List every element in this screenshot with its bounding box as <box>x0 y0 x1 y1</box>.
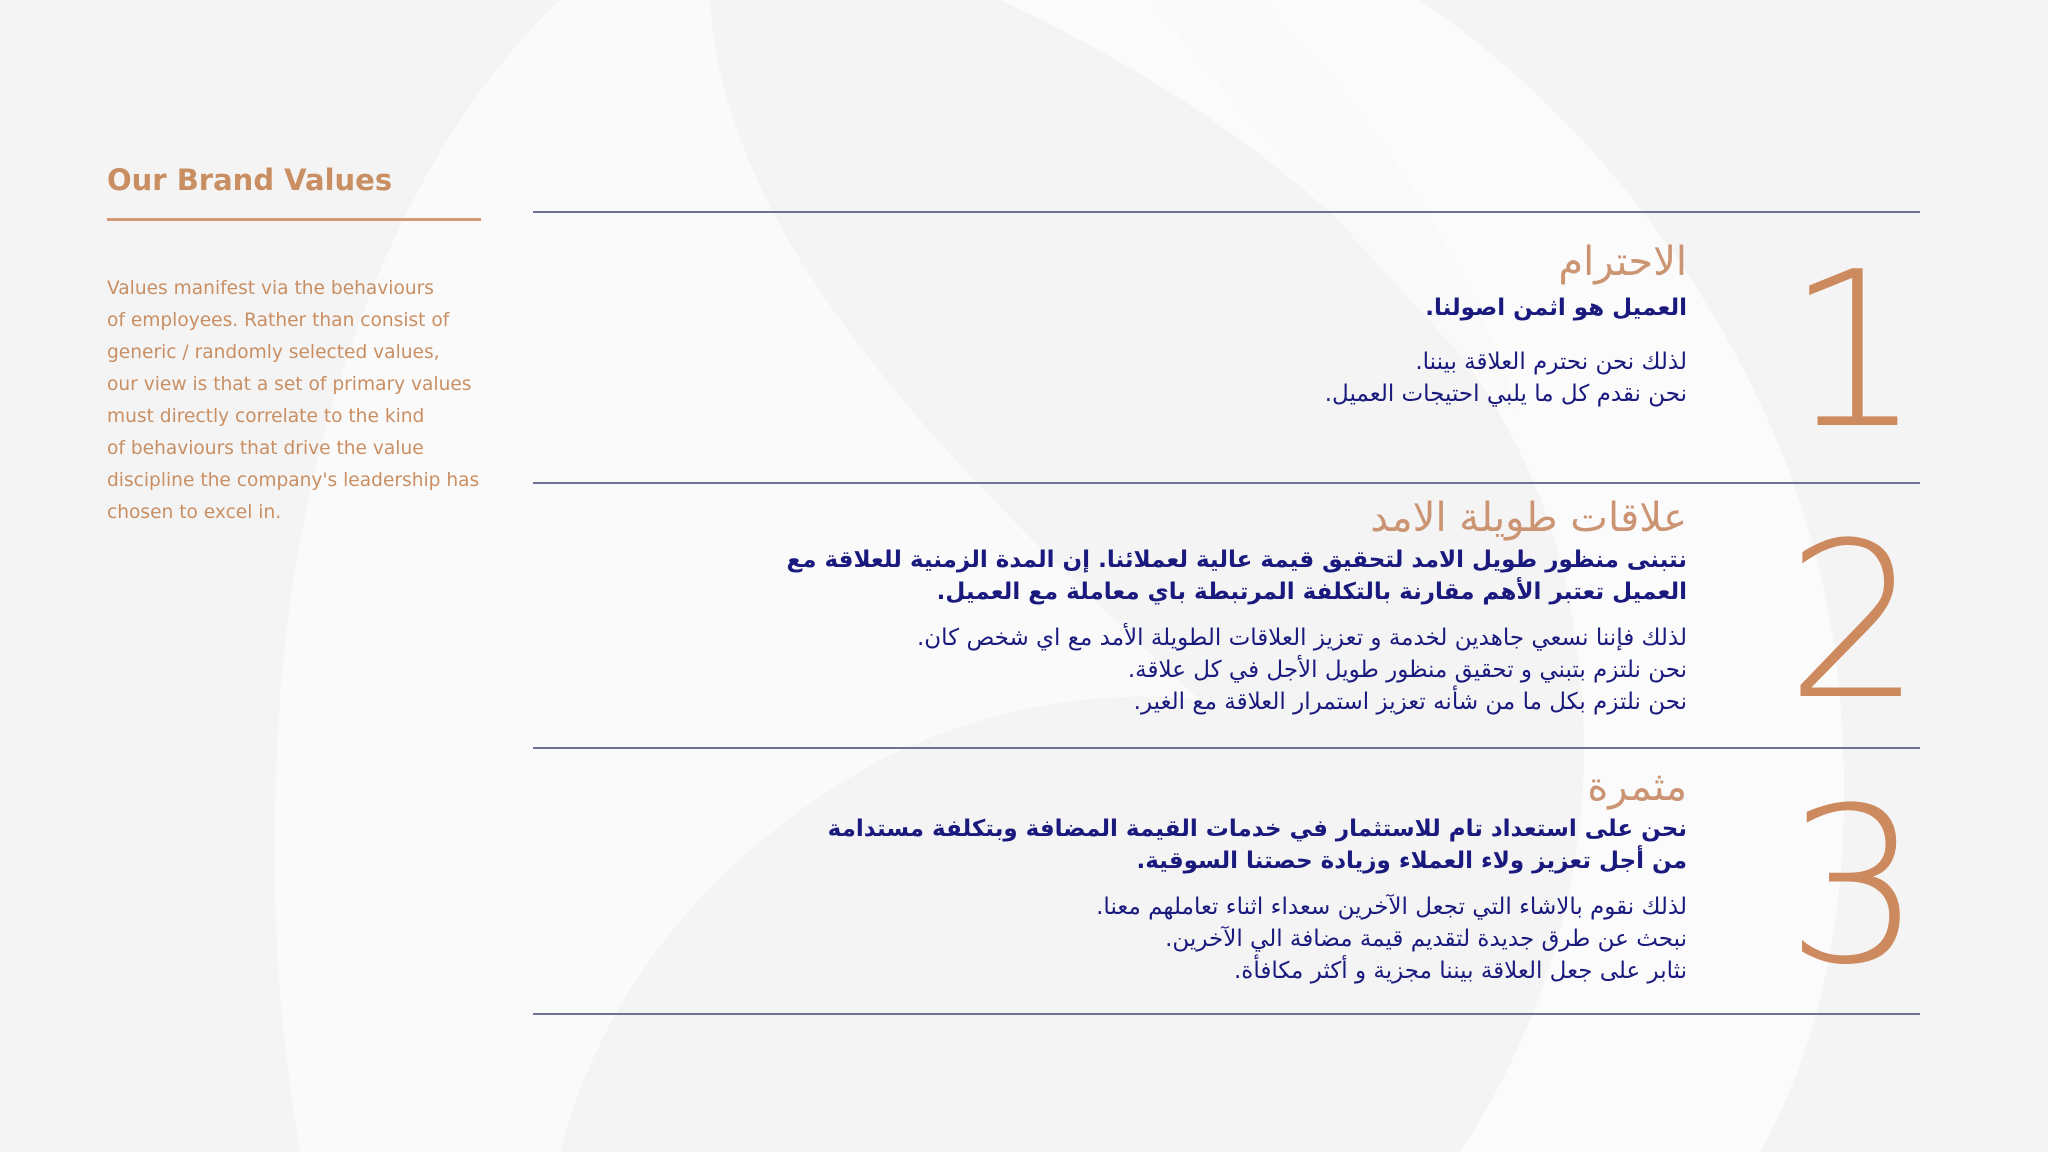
intro-line: generic / randomly selected values, <box>107 342 440 363</box>
intro-line: chosen to excel in. <box>107 502 282 523</box>
value-title: علاقات طويلة الامد <box>1370 495 1687 541</box>
value-body-line: لذلك فإننا نسعي جاهدين لخدمة و تعزيز العلاقات الطويلة الأمد مع اي شخص كان. <box>916 625 1687 651</box>
value-body-line: نحن نلتزم بكل ما من شأنه تعزيز استمرار العلاقة مع الغير. <box>1133 689 1687 715</box>
value-lead <box>1325 292 1687 324</box>
section-divider <box>533 1013 1920 1015</box>
value-title: مثمرة <box>1587 764 1687 810</box>
value-body-line: لذلك نقوم بالاشاء التي تجعل الآخرين سعداء اثناء تعاملهم معنا. <box>1096 894 1687 920</box>
value-body <box>787 622 1688 718</box>
value-text-respect <box>1325 236 1687 410</box>
intro-line: of behaviours that drive the value <box>107 438 424 459</box>
value-lead-line: نتبنى منظور طويل الامد لتحقيق قيمة عالية لعملائنا. إن المدة الزمنية للعلاقة مع <box>786 547 1687 573</box>
value-title: الاحترام <box>1558 239 1687 285</box>
value-body-line: نبحث عن طرق جديدة لتقديم قيمة مضافة الي الآخرين. <box>1165 926 1687 952</box>
value-body <box>1325 346 1687 410</box>
brand-values-intro <box>107 160 481 529</box>
intro-line: of employees. Rather than consist of <box>107 310 450 331</box>
value-lead-line: من أجل تعزيز ولاء العملاء وزيادة حصتنا السوقية. <box>1136 848 1687 874</box>
value-lead-line: العميل هو اثمن اصولنا. <box>1425 295 1687 321</box>
intro-paragraph <box>107 273 481 529</box>
intro-line: our view is that a set of primary values <box>107 374 472 395</box>
intro-line: Values manifest via the behaviours <box>107 278 434 299</box>
value-body-line: لذلك نحن نحترم العلاقة بيننا. <box>1415 349 1687 375</box>
intro-line: discipline the company's leadership has <box>107 470 480 491</box>
value-body-line: نثابر على جعل العلاقة بيننا مجزية و أكثر مكافأة. <box>1233 958 1687 984</box>
value-lead-line: العميل تعتبر الأهم مقارنة بالتكلفة المرتبطة باي معاملة مع العميل. <box>936 579 1687 605</box>
value-number: 2 <box>1785 496 1923 747</box>
value-number: 3 <box>1785 761 1923 1012</box>
value-text-fruitful <box>828 761 1687 987</box>
value-body-line: نحن نقدم كل ما يلبي احتيجات العميل. <box>1324 381 1687 407</box>
value-item-respect <box>533 213 1923 482</box>
value-body-line: نحن نلتزم بتبني و تحقيق منظور طويل الأجل في كل علاقة. <box>1127 657 1687 683</box>
title-underline <box>107 218 481 221</box>
value-lead <box>828 813 1687 877</box>
value-body <box>828 891 1687 987</box>
value-lead <box>787 544 1688 608</box>
intro-line: must directly correlate to the kind <box>107 406 425 427</box>
value-number: 1 <box>1785 225 1923 476</box>
value-lead-line: نحن على استعداد تام للاستثمار في خدمات القيمة المضافة وبتكلفة مستدامة <box>827 816 1687 842</box>
value-text-long-term <box>787 492 1688 718</box>
page-title: Our Brand Values <box>107 163 393 197</box>
